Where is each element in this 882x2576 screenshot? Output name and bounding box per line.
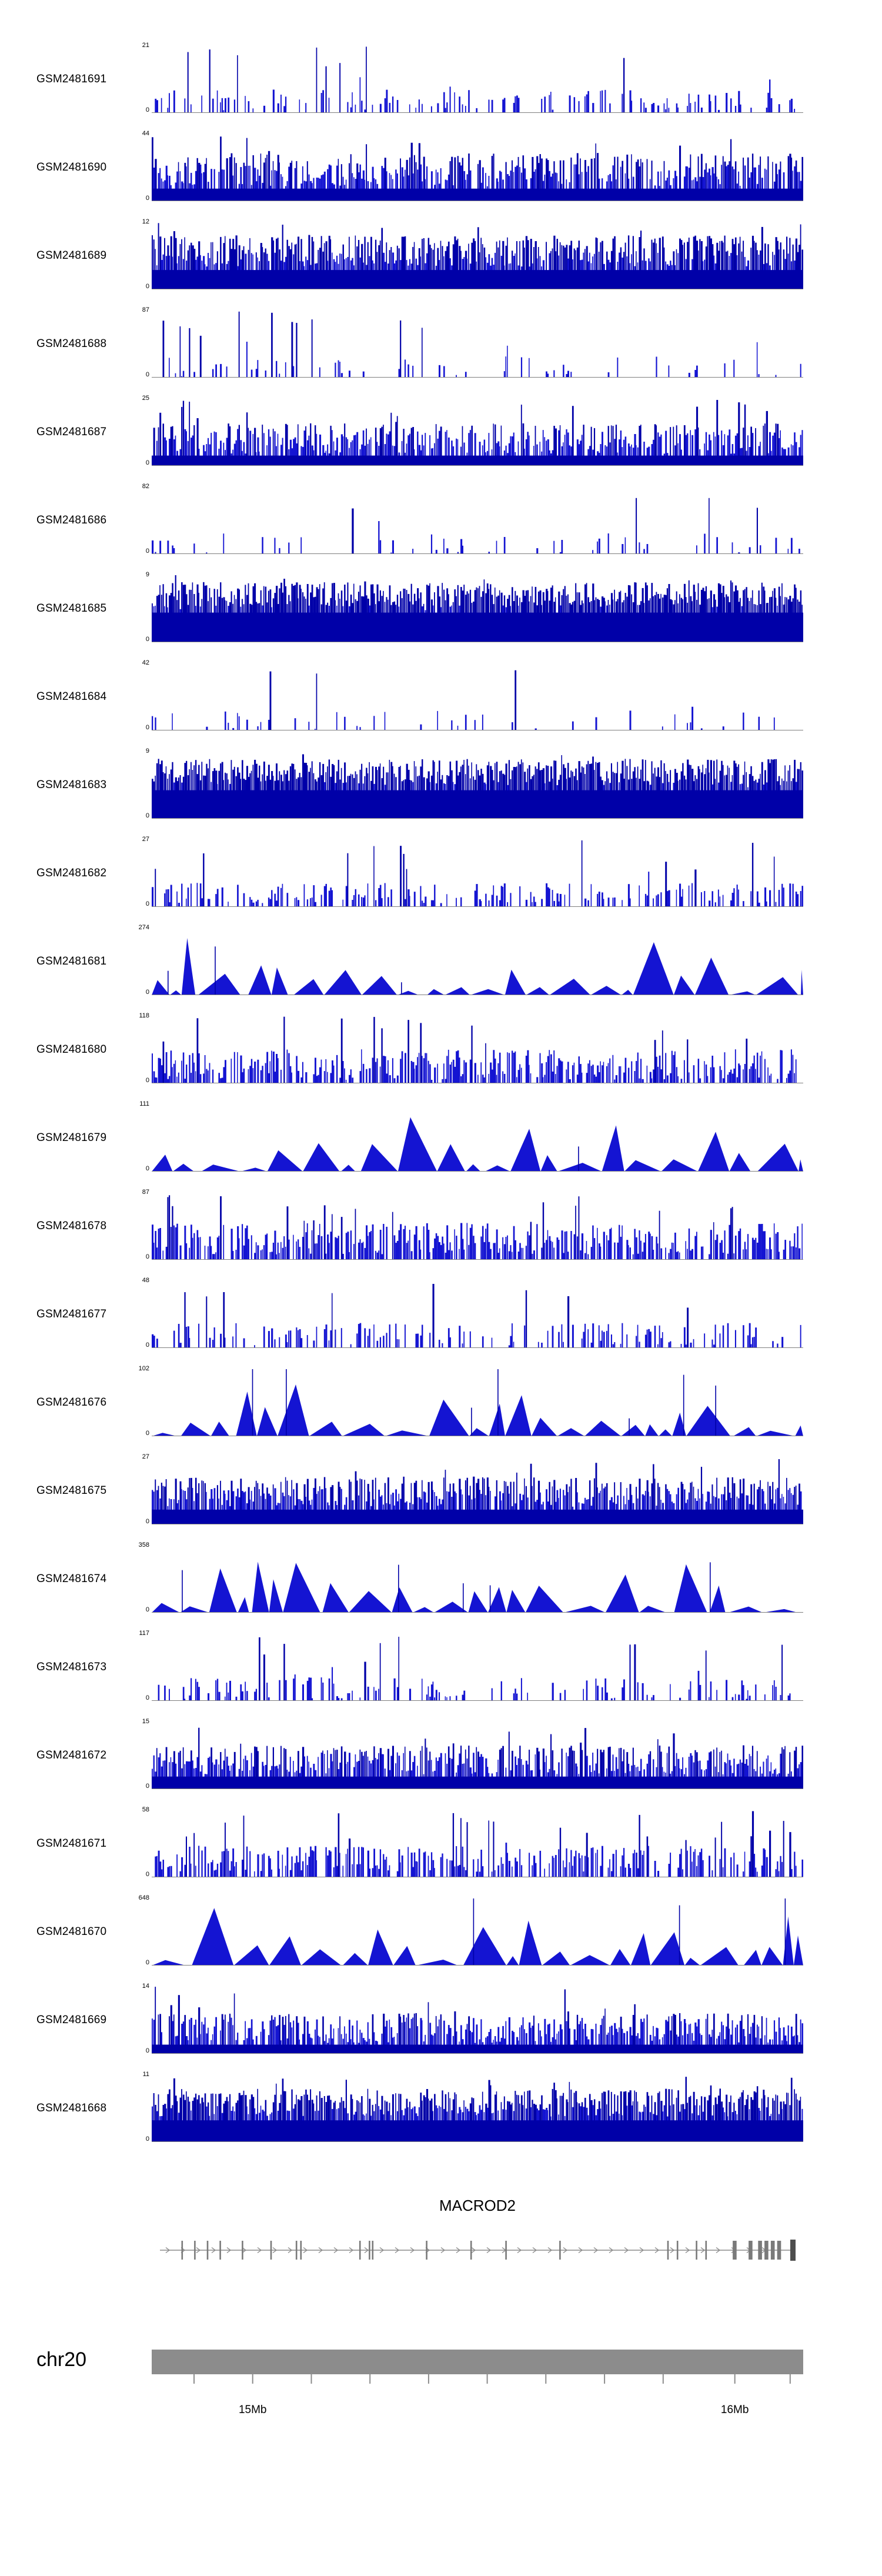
track-sample-label: GSM2481682 — [36, 867, 107, 879]
track-signal-plot — [152, 1281, 803, 1348]
track-axis-min-label: 0 — [145, 459, 149, 466]
track-sample-label: GSM2481672 — [36, 1749, 107, 1761]
signal-track-row — [0, 212, 882, 300]
signal-track-row — [0, 1800, 882, 1888]
track-signal-plot — [152, 928, 803, 995]
track-sample-label: GSM2481689 — [36, 249, 107, 262]
signal-track-row — [0, 300, 882, 388]
signal-track-row — [0, 1888, 882, 1976]
track-sample-label: GSM2481675 — [36, 1484, 107, 1497]
track-axis-min-label: 0 — [145, 283, 149, 290]
track-sample-label: GSM2481673 — [36, 1661, 107, 1673]
signal-track-row — [0, 1006, 882, 1094]
track-axis-max-label: 117 — [139, 1630, 149, 1637]
track-axis-min-label: 0 — [145, 106, 149, 114]
track-axis-max-label: 87 — [142, 306, 149, 313]
track-axis-max-label: 48 — [142, 1277, 149, 1284]
track-axis-min-label: 0 — [145, 2047, 149, 2054]
track-baseline — [152, 1788, 803, 1789]
track-signal-plot — [152, 1193, 803, 1260]
track-axis-min-label: 0 — [145, 989, 149, 996]
track-axis-max-label: 15 — [142, 1718, 149, 1725]
track-axis-max-label: 25 — [142, 395, 149, 402]
track-axis-max-label: 9 — [145, 748, 149, 755]
track-signal-plot — [152, 399, 803, 466]
track-axis-max-label: 58 — [142, 1806, 149, 1813]
track-axis-max-label: 11 — [142, 2071, 149, 2078]
track-baseline — [152, 1700, 803, 1701]
track-axis-min-label: 0 — [145, 900, 149, 907]
track-sample-label: GSM2481686 — [36, 514, 107, 526]
track-sample-label: GSM2481685 — [36, 602, 107, 615]
signal-track-row — [0, 476, 882, 565]
track-sample-label: GSM2481691 — [36, 73, 107, 85]
track-axis-min-label: 0 — [145, 1342, 149, 1349]
track-baseline — [152, 377, 803, 378]
track-sample-label: GSM2481670 — [36, 1926, 107, 1938]
chromosome-panel — [0, 2338, 882, 2461]
track-axis-max-label: 358 — [138, 1541, 149, 1549]
track-sample-label: GSM2481669 — [36, 2014, 107, 2026]
signal-track-row — [0, 2064, 882, 2153]
track-axis-max-label: 9 — [145, 571, 149, 578]
track-sample-label: GSM2481678 — [36, 1220, 107, 1232]
track-signal-plot — [152, 311, 803, 378]
track-signal-plot — [152, 663, 803, 730]
track-baseline — [152, 1965, 803, 1966]
track-axis-max-label: 274 — [138, 924, 149, 931]
track-axis-min-label: 0 — [145, 1253, 149, 1260]
track-signal-plot — [152, 1457, 803, 1524]
signal-track-row — [0, 1359, 882, 1447]
chromosome-label: chr20 — [36, 2348, 87, 2371]
track-axis-min-label: 0 — [145, 548, 149, 555]
track-axis-min-label: 0 — [145, 1871, 149, 1878]
track-signal-plot — [152, 134, 803, 201]
signal-tracks — [0, 35, 882, 2153]
track-signal-plot — [152, 575, 803, 642]
track-sample-label: GSM2481680 — [36, 1043, 107, 1056]
track-axis-max-label: 87 — [142, 1189, 149, 1196]
track-signal-plot — [152, 1016, 803, 1083]
signal-track-row — [0, 829, 882, 917]
track-sample-label: GSM2481677 — [36, 1308, 107, 1320]
track-signal-plot — [152, 1105, 803, 1172]
signal-track-row — [0, 1535, 882, 1623]
track-sample-label: GSM2481688 — [36, 338, 107, 350]
track-baseline — [152, 906, 803, 907]
signal-track-row — [0, 741, 882, 829]
track-axis-min-label: 0 — [145, 1430, 149, 1437]
track-axis-max-label: 118 — [139, 1012, 149, 1019]
signal-track-row — [0, 565, 882, 653]
track-sample-label: GSM2481687 — [36, 426, 107, 438]
track-sample-label: GSM2481668 — [36, 2102, 107, 2114]
gene-name-label: MACROD2 — [439, 2197, 516, 2214]
track-signal-plot — [152, 752, 803, 819]
chromosome-ideogram — [152, 2350, 803, 2374]
track-baseline — [152, 1347, 803, 1348]
gene-annotation-panel — [0, 2197, 882, 2291]
track-signal-plot — [152, 1369, 803, 1436]
signal-track-row — [0, 388, 882, 476]
track-baseline — [152, 553, 803, 554]
genomic-coordinate-axis — [152, 2374, 803, 2445]
track-axis-min-label: 0 — [145, 1783, 149, 1790]
track-baseline — [152, 1612, 803, 1613]
track-axis-max-label: 102 — [138, 1365, 149, 1372]
track-axis-min-label: 0 — [145, 1959, 149, 1966]
track-axis-max-label: 21 — [142, 42, 149, 49]
track-sample-label: GSM2481690 — [36, 161, 107, 173]
track-sample-label: GSM2481684 — [36, 690, 107, 703]
signal-track-row — [0, 1182, 882, 1270]
signal-track-row — [0, 1094, 882, 1182]
track-axis-max-label: 42 — [142, 659, 149, 666]
track-baseline — [152, 112, 803, 113]
track-signal-plot — [152, 46, 803, 113]
signal-track-row — [0, 653, 882, 741]
track-axis-min-label: 0 — [145, 1165, 149, 1172]
axis-tick-label: 16Mb — [720, 2404, 749, 2416]
track-axis-max-label: 111 — [139, 1100, 149, 1107]
signal-track-row — [0, 917, 882, 1006]
track-baseline — [152, 1259, 803, 1260]
signal-track-row — [0, 1711, 882, 1800]
track-sample-label: GSM2481674 — [36, 1573, 107, 1585]
signal-track-row — [0, 35, 882, 124]
track-signal-plot — [152, 2075, 803, 2142]
track-axis-max-label: 12 — [142, 218, 149, 225]
track-axis-max-label: 27 — [142, 1453, 149, 1460]
track-signal-plot — [152, 487, 803, 554]
track-axis-min-label: 0 — [145, 812, 149, 819]
track-signal-plot — [152, 1634, 803, 1701]
track-axis-min-label: 0 — [145, 636, 149, 643]
track-axis-min-label: 0 — [145, 724, 149, 731]
signal-track-row — [0, 1976, 882, 2064]
track-signal-plot — [152, 222, 803, 289]
track-baseline — [152, 1171, 803, 1172]
track-axis-min-label: 0 — [145, 371, 149, 378]
track-axis-min-label: 0 — [145, 1518, 149, 1525]
track-sample-label: GSM2481676 — [36, 1396, 107, 1409]
signal-track-row — [0, 1447, 882, 1535]
track-axis-min-label: 0 — [145, 1694, 149, 1701]
gene-model-track — [152, 2227, 803, 2273]
track-baseline — [152, 818, 803, 819]
signal-track-row — [0, 1623, 882, 1711]
track-sample-label: GSM2481681 — [36, 955, 107, 967]
track-signal-plot — [152, 1722, 803, 1789]
track-axis-max-label: 648 — [138, 1894, 149, 1901]
track-baseline — [152, 2053, 803, 2054]
track-signal-plot — [152, 1810, 803, 1877]
track-axis-max-label: 14 — [142, 1983, 149, 1990]
track-axis-min-label: 0 — [145, 195, 149, 202]
track-axis-max-label: 44 — [142, 130, 149, 137]
track-axis-min-label: 0 — [145, 2135, 149, 2143]
track-baseline — [152, 2141, 803, 2142]
track-signal-plot — [152, 1898, 803, 1966]
track-signal-plot — [152, 1546, 803, 1613]
track-signal-plot — [152, 1987, 803, 2054]
axis-tick-label: 15Mb — [238, 2404, 267, 2416]
track-sample-label: GSM2481671 — [36, 1837, 107, 1850]
track-axis-min-label: 0 — [145, 1606, 149, 1613]
track-axis-min-label: 0 — [145, 1077, 149, 1084]
track-baseline — [152, 465, 803, 466]
track-axis-max-label: 82 — [142, 483, 149, 490]
track-signal-plot — [152, 840, 803, 907]
track-sample-label: GSM2481683 — [36, 779, 107, 791]
signal-track-row — [0, 1270, 882, 1359]
track-sample-label: GSM2481679 — [36, 1132, 107, 1144]
signal-track-row — [0, 124, 882, 212]
track-axis-max-label: 27 — [142, 836, 149, 843]
